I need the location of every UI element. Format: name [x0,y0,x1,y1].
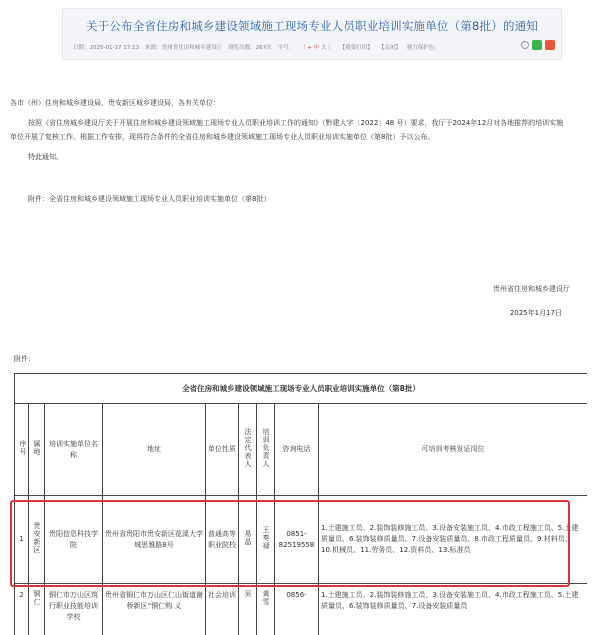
salutation: 各市（州）住房和城乡建设局，贵安新区城乡建设局，各有关单位： [10,99,220,107]
attachment-link[interactable]: 附件：全省住房和城乡建设领域施工现场专业人员职业培训实施单位（第8批） [28,195,271,203]
source: 来源：贵州省住房和城乡建设厅 [145,45,223,51]
cell-legal-rep: 吴 [239,584,257,635]
cell-unit: 铜仁市万山区筑行职业技能培训学校 [45,584,103,635]
header-address: 地址 [103,404,206,496]
cell-seq: 1 [15,496,29,584]
signature-date: 2025年1月17日 [509,309,562,317]
header-unit: 培训实施单位名称 [45,404,103,496]
cell-nature: 普通高等职业院校 [206,496,239,584]
header-nature: 单位性质 [206,404,239,496]
cell-trainer: 黄雪 [257,584,275,635]
meta-row [73,43,440,51]
header-trainer: 培训负责人 [257,404,275,496]
share-icon[interactable] [521,41,529,49]
article-header [62,8,562,60]
print-link[interactable]: 【我要打印】 [339,45,373,51]
header-phone: 咨询电话 [275,404,319,496]
publish-date: 日期：2025-01-17 17:13 [73,45,140,51]
main-paragraph: 按照《省住房城乡建设厅关于开展住房和城乡建设领域施工现场专业人员职业培训工作的通知》（黔建人字〔2022〕48 号）要求，我厅于2024年12月对各地推荐的培训实施单位开展了复核工作。根据工作安排，现将符合条件的全省住房和城乡建设领域施工现场专业人员职业培训实施单位（第8批）予以公布。 [10,119,564,141]
cell-trainer: 王奏禄 [257,496,275,584]
cell-address: 贵州省铜仁市万山区仁山街道谢桥新区“铜仁购 义 [103,584,206,635]
header-seq: 序号 [15,404,29,496]
cell-region: 贵安新区 [29,496,45,584]
attachment-label: 附件： [14,355,35,363]
share-bar [521,40,555,50]
signature-org: 贵州省住房和城乡建设厅 [493,285,570,293]
cell-legal-rep: 易晶 [239,496,257,584]
page-title: 关于公布全省住房和城乡建设领域施工现场专业人员职业培训实施单位（第8批）的通知 [85,19,539,33]
cell-positions: 1.土建施工员、2.装饰装修施工员、3.设备安装施工员、4.市政工程施工员、5.土建质量员、6.装饰装修质量员、7.设备安装质量员、8.市政工程质量员、9.材料员、 10.机械员、11.劳务员、12.资料员、13.标准员 [319,496,588,584]
header-region: 属地 [29,404,45,496]
cell-phone: 0851-82519558 [275,496,319,584]
table-header-row [15,404,588,496]
font-size-controls[interactable]: 〔 + 中 大 〕 [300,45,334,51]
cell-positions: 1.土建施工员、2.装饰装修施工员、3.设备安装施工员、4.市政工程施工员、5.土建质量员、6.装饰装修质量员、7.设备安装质量员 [319,584,588,635]
header-positions: 可培训考核发证岗位 [319,404,588,496]
header-legal-rep: 法定代表人 [239,404,257,496]
font-size-label: 字号： [277,45,295,51]
units-table [14,373,587,635]
view-count: 浏览次数：267次 [228,45,272,51]
cell-address: 贵州省贵阳市贵安新区花溪大学城思雅路8号 [103,496,206,584]
wechat-icon[interactable] [532,40,542,50]
weibo-icon[interactable] [545,40,555,50]
cell-unit: 贵阳信息科技学院 [45,496,103,584]
cell-seq: 2 [15,584,29,635]
eye-protection-label[interactable]: 视力保护色： [406,45,440,51]
notice-body [10,96,570,206]
cell-nature: 社会培训 [206,584,239,635]
close-link[interactable]: 【关闭】 [378,45,401,51]
cell-region: 铜仁 [29,584,45,635]
table-title: 全省住房和城乡建设领域施工现场专业人员职业培训实施单位（第8批） [15,374,588,404]
notice-closing: 特此通知。 [28,153,63,161]
table-row [15,584,588,635]
table-title-row [15,374,588,404]
units-table-container [14,373,587,635]
cell-phone: 0856- [275,584,319,635]
table-row [15,496,588,584]
